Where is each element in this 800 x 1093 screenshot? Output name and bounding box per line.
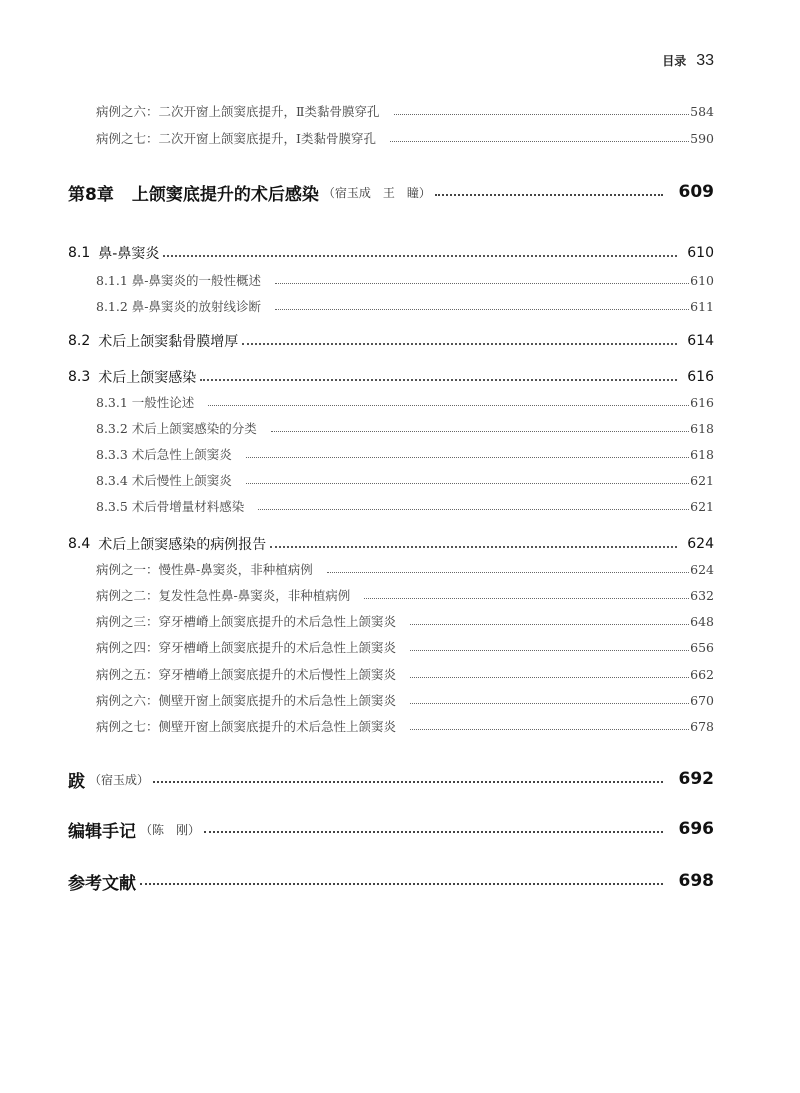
entry-label: 8.3.4 术后慢性上颌窦炎 xyxy=(96,473,232,488)
dot-leader xyxy=(204,831,662,833)
toc-entry[interactable] xyxy=(96,558,714,580)
entry-label: 8.1.2 鼻-鼻窦炎的放射线诊断 xyxy=(96,299,262,314)
page-number: 33 xyxy=(696,52,714,69)
toc-entry[interactable] xyxy=(96,584,714,606)
dot-leader xyxy=(140,883,663,885)
entry-label: 8.1.1 鼻-鼻窦炎的一般性概述 xyxy=(96,273,262,288)
entry-page: 670 xyxy=(690,692,714,708)
section-title: 术后上颌窦感染 xyxy=(98,370,197,386)
dot-leader xyxy=(270,546,677,548)
toc-entry[interactable] xyxy=(96,417,714,439)
entry-page: 648 xyxy=(690,613,714,629)
back-matter-title: 参考文献 xyxy=(68,873,136,894)
entry-label: 病例之一：慢性鼻-鼻窦炎，非种植病例 xyxy=(96,562,313,577)
entry-label: 病例之二：复发性急性鼻-鼻窦炎，非种植病例 xyxy=(96,588,351,603)
entry-label: 8.3.1 一般性论述 xyxy=(96,395,195,410)
back-matter-title: 编辑手记 xyxy=(68,821,136,842)
dot-leader xyxy=(410,624,689,625)
toc-entry[interactable] xyxy=(96,295,714,317)
section-page: 610 xyxy=(687,245,714,261)
back-matter-title: 跋 xyxy=(68,771,85,792)
toc-entry[interactable] xyxy=(96,469,714,491)
toc-entry[interactable] xyxy=(96,689,714,711)
entry-label: 病例之六：侧壁开窗上颌窦底提升的术后急性上颌窦炎 xyxy=(96,693,397,708)
entry-page: 618 xyxy=(690,420,714,436)
dot-leader xyxy=(364,598,689,599)
dot-leader xyxy=(163,255,677,257)
back-matter-entry[interactable] xyxy=(68,867,714,895)
toc-entry[interactable] xyxy=(96,443,714,465)
dot-leader xyxy=(410,703,689,704)
section-title: 术后上颌窦感染的病例报告 xyxy=(98,537,267,553)
chapter-number: 第8章 xyxy=(68,184,114,205)
section-entry[interactable] xyxy=(68,330,714,352)
entry-page: 590 xyxy=(690,130,714,146)
dot-leader xyxy=(410,729,689,730)
dot-leader xyxy=(271,431,689,432)
toc-entry[interactable] xyxy=(96,636,714,658)
dot-leader xyxy=(394,114,690,115)
entry-label: 病例之三：穿牙槽嵴上颌窦底提升的术后急性上颌窦炎 xyxy=(96,614,397,629)
back-matter-entry[interactable] xyxy=(68,815,714,843)
dot-leader xyxy=(410,677,689,678)
entry-label: 8.3.5 术后骨增量材料感染 xyxy=(96,499,245,514)
entry-label: 病例之四：穿牙槽嵴上颌窦底提升的术后急性上颌窦炎 xyxy=(96,640,397,655)
entry-page: 611 xyxy=(690,298,714,314)
back-matter-page: 696 xyxy=(678,819,714,839)
entry-page: 632 xyxy=(690,587,714,603)
dot-leader xyxy=(153,781,662,783)
dot-leader xyxy=(327,572,689,573)
section-number: 8.2 xyxy=(68,333,91,349)
section-number: 8.1 xyxy=(68,245,91,261)
dot-leader xyxy=(275,283,689,284)
dot-leader xyxy=(200,379,677,381)
toc-entry[interactable] xyxy=(96,610,714,632)
dot-leader xyxy=(208,405,689,406)
entry-label: 8.3.3 术后急性上颌窦炎 xyxy=(96,447,232,462)
section-page: 616 xyxy=(687,369,714,385)
dot-leader xyxy=(410,650,689,651)
back-matter-page: 692 xyxy=(678,769,714,789)
toc-entry[interactable] xyxy=(96,495,714,517)
entry-label: 病例之五：穿牙槽嵴上颌窦底提升的术后慢性上颌窦炎 xyxy=(96,667,397,682)
dot-leader xyxy=(275,309,689,310)
dot-leader xyxy=(246,457,689,458)
back-matter-page: 698 xyxy=(678,871,714,891)
section-title: 鼻-鼻窦炎 xyxy=(98,246,160,262)
toc-entry[interactable] xyxy=(96,127,714,149)
entry-page: 662 xyxy=(690,666,714,682)
section-title: 术后上颌窦黏骨膜增厚 xyxy=(98,334,239,350)
entry-page: 584 xyxy=(690,103,714,119)
toc-entry[interactable] xyxy=(96,663,714,685)
entry-page: 656 xyxy=(690,639,714,655)
entry-label: 病例之七：侧壁开窗上颌窦底提升的术后急性上颌窦炎 xyxy=(96,719,397,734)
entry-label: 病例之七：二次开窗上颌窦底提升，Ⅰ类黏骨膜穿孔 xyxy=(96,131,376,146)
toc-entry[interactable] xyxy=(96,391,714,413)
entry-page: 621 xyxy=(690,472,714,488)
section-entry[interactable] xyxy=(68,366,714,388)
entry-page: 618 xyxy=(690,446,714,462)
toc-entry[interactable] xyxy=(96,715,714,737)
chapter-title: 上颌窦底提升的术后感染 xyxy=(131,184,319,205)
toc-entry[interactable] xyxy=(96,100,714,122)
section-number: 8.4 xyxy=(68,536,91,552)
back-matter-entry[interactable] xyxy=(68,765,714,793)
dot-leader xyxy=(246,483,689,484)
section-entry[interactable] xyxy=(68,242,714,264)
entry-page: 624 xyxy=(690,561,714,577)
back-matter-authors: （宿玉成） xyxy=(89,772,150,787)
entry-page: 621 xyxy=(690,498,714,514)
dot-leader xyxy=(242,343,677,345)
entry-label: 8.3.2 术后上颌窦感染的分类 xyxy=(96,421,257,436)
chapter-entry[interactable] xyxy=(68,178,714,206)
entry-page: 616 xyxy=(690,394,714,410)
entry-page: 610 xyxy=(690,272,714,288)
running-header xyxy=(662,52,714,70)
section-page: 624 xyxy=(687,536,714,552)
section-page: 614 xyxy=(687,333,714,349)
dot-leader xyxy=(435,194,663,196)
entry-label: 病例之六：二次开窗上颌窦底提升，Ⅱ类黏骨膜穿孔 xyxy=(96,104,380,119)
chapter-authors: （宿玉成 王 瞳） xyxy=(322,185,431,200)
dot-leader xyxy=(390,141,689,142)
dot-leader xyxy=(258,509,689,510)
section-entry[interactable] xyxy=(68,533,714,555)
section-number: 8.3 xyxy=(68,369,91,385)
running-header-title: 目录 xyxy=(662,54,687,68)
toc-entry[interactable] xyxy=(96,269,714,291)
back-matter-authors: （陈 刚） xyxy=(140,822,201,837)
entry-page: 678 xyxy=(690,718,714,734)
chapter-page: 609 xyxy=(678,182,714,202)
